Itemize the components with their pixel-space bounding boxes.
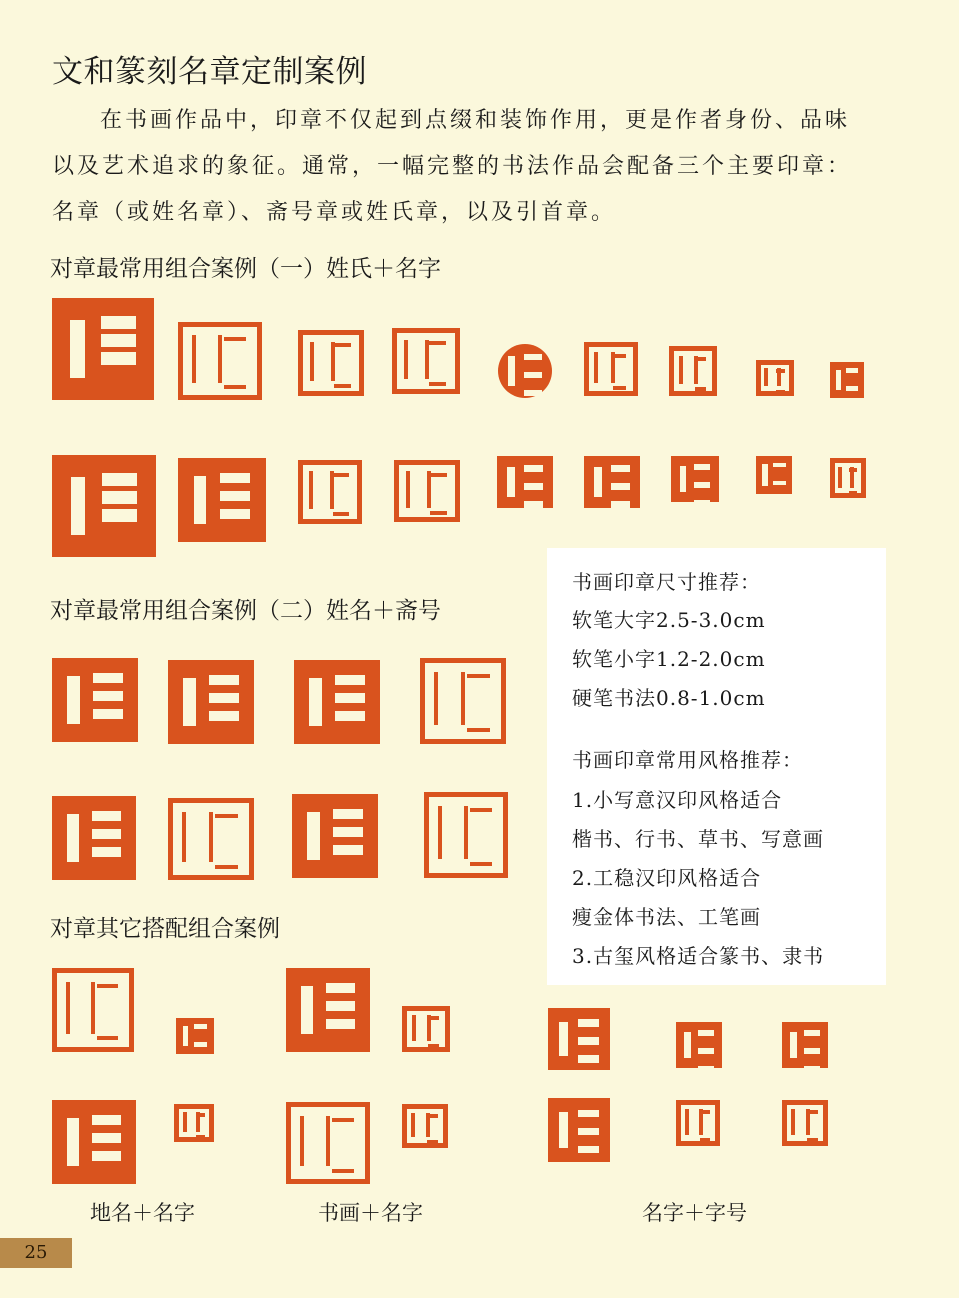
seal-image xyxy=(286,1102,370,1184)
seal-image xyxy=(830,362,864,398)
page-title: 文和篆刻名章定制案例 xyxy=(52,54,367,90)
caption-place-name: 地名＋名字 xyxy=(90,1201,195,1225)
seal-image xyxy=(294,660,380,744)
seal-image xyxy=(669,346,717,396)
seal-image xyxy=(298,330,364,396)
seal-image xyxy=(392,328,460,394)
size-item: 硬笔书法0.8-1.0cm xyxy=(572,686,766,710)
seal-image xyxy=(548,1008,610,1070)
seal-image xyxy=(174,1104,214,1142)
seal-image xyxy=(178,458,266,542)
seal-image xyxy=(402,1104,448,1148)
caption-name-courtesy: 名字＋字号 xyxy=(642,1201,747,1225)
size-item: 软笔大字2.5-3.0cm xyxy=(572,608,766,632)
style-item: 楷书、行书、草书、写意画 xyxy=(572,827,824,851)
seal-image xyxy=(782,1022,828,1068)
style-item: 2.工稳汉印风格适合 xyxy=(572,866,762,890)
caption-art-name: 书画＋名字 xyxy=(318,1201,423,1225)
seal-image xyxy=(168,798,254,880)
seal-image xyxy=(420,658,506,744)
style-title: 书画印章常用风格推荐： xyxy=(572,748,803,772)
seal-image xyxy=(756,360,794,396)
seal-image xyxy=(830,458,866,498)
style-item: 3.古玺风格适合篆书、隶书 xyxy=(572,944,825,968)
seal-image xyxy=(548,1098,610,1162)
seal-image xyxy=(52,796,136,880)
seal-image xyxy=(402,1006,450,1052)
seal-image xyxy=(676,1022,722,1068)
seal-image xyxy=(782,1100,828,1146)
seal-image xyxy=(498,344,552,398)
seal-image xyxy=(52,658,138,742)
style-item: 瘦金体书法、工笔画 xyxy=(572,905,761,929)
page-number: 25 xyxy=(0,1238,72,1268)
style-item: 1.小写意汉印风格适合 xyxy=(572,788,783,812)
seal-image xyxy=(298,460,362,524)
intro-paragraph xyxy=(52,98,892,236)
recommendation-box xyxy=(547,548,886,985)
seal-image xyxy=(52,968,134,1052)
seal-image xyxy=(292,794,378,878)
section-heading-name-studio: 对章最常用组合案例（二）姓名＋斋号 xyxy=(50,598,441,624)
seal-image xyxy=(756,456,792,494)
seal-image xyxy=(176,1018,214,1054)
seal-image xyxy=(424,792,508,878)
seal-image xyxy=(178,322,262,400)
seal-image xyxy=(52,1100,136,1184)
size-title: 书画印章尺寸推荐： xyxy=(572,570,761,594)
seal-image xyxy=(52,298,154,400)
seal-image xyxy=(394,460,460,522)
intro-line: 以及艺术追求的象征。通常，一幅完整的书法作品会配备三个主要印章： xyxy=(52,154,853,179)
section-heading-other-combos: 对章其它搭配组合案例 xyxy=(50,916,280,942)
seal-image xyxy=(584,342,638,396)
seal-image xyxy=(286,968,370,1052)
seal-image xyxy=(671,456,719,502)
section-heading-surname-name: 对章最常用组合案例（一）姓氏＋名字 xyxy=(50,256,441,282)
seal-image xyxy=(676,1100,720,1146)
intro-line: 名章（或姓名章）、斋号章或姓氏章，以及引首章。 xyxy=(52,200,617,225)
size-item: 软笔小字1.2-2.0cm xyxy=(572,647,766,671)
seal-image xyxy=(52,455,156,557)
seal-image xyxy=(497,456,553,508)
seal-image xyxy=(168,660,254,744)
seal-image xyxy=(584,456,640,508)
intro-line: 在书画作品中，印章不仅起到点缀和装饰作用，更是作者身份、品味 xyxy=(100,108,851,133)
